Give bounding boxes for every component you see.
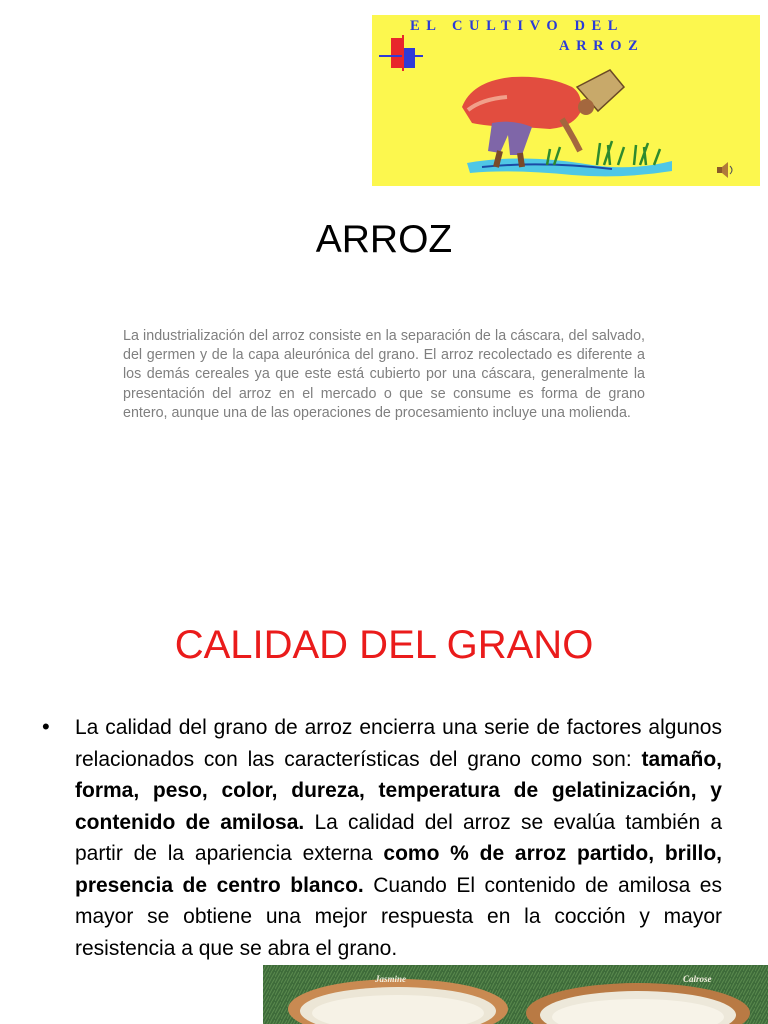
bullet-text-part2: La calidad del arroz se evalúa también a partir de la apariencia externa — [75, 810, 723, 865]
bullet-text — [75, 712, 722, 964]
page-title-text: ARROZ — [315, 218, 453, 261]
slide-calidad — [0, 560, 768, 1024]
banner-title — [410, 16, 644, 56]
bullet-icon: • — [42, 714, 50, 739]
list-item — [42, 712, 722, 964]
banner-title-line2: ARROZ — [559, 38, 645, 54]
photo-label-jasmine: Jasmine — [375, 974, 407, 984]
bullet-bold-factors: tamaño, forma, peso, color, dureza, temperatura de gelatinización, y contenido de amilosa. — [75, 747, 722, 834]
bullet-list — [42, 712, 722, 964]
rice-bowls-photo — [263, 965, 768, 1024]
speaker-icon — [717, 162, 732, 178]
banner-title-line1: EL CULTIVO DEL — [410, 18, 625, 34]
section-title: CALIDAD DEL GRANO — [174, 623, 594, 667]
page-title — [0, 218, 768, 262]
bullet-text-part1: La calidad del grano de arroz encierra una serie de factores algunos relacionados con las características del grano como son: — [75, 716, 722, 771]
rice-bowls-illustration — [263, 965, 768, 1024]
photo-label-calrose: Calrose — [683, 974, 712, 984]
intro-paragraph: La industrialización del arroz consiste en la separación de la cáscara, del salvado, del germen y de la capa aleurónica del grano. El arroz recolectado es diferente a los demás cereales ya que este está cubierto por una cáscara, generalmente la presentación del arroz en el mercado o que se consume es forma de grano entero, aunque una de las operaciones de procesamiento incluye una molienda. — [123, 328, 645, 421]
bullet-text-part3: Cuando El contenido de amilosa es mayor se obtiene una mejor respuesta en la cocción y mayor resistencia a que se abra el grano. — [75, 873, 722, 960]
banner-image — [372, 15, 760, 186]
bullet-bold-appearance: como % de arroz partido, brillo, presencia de centro blanco. — [75, 842, 722, 897]
